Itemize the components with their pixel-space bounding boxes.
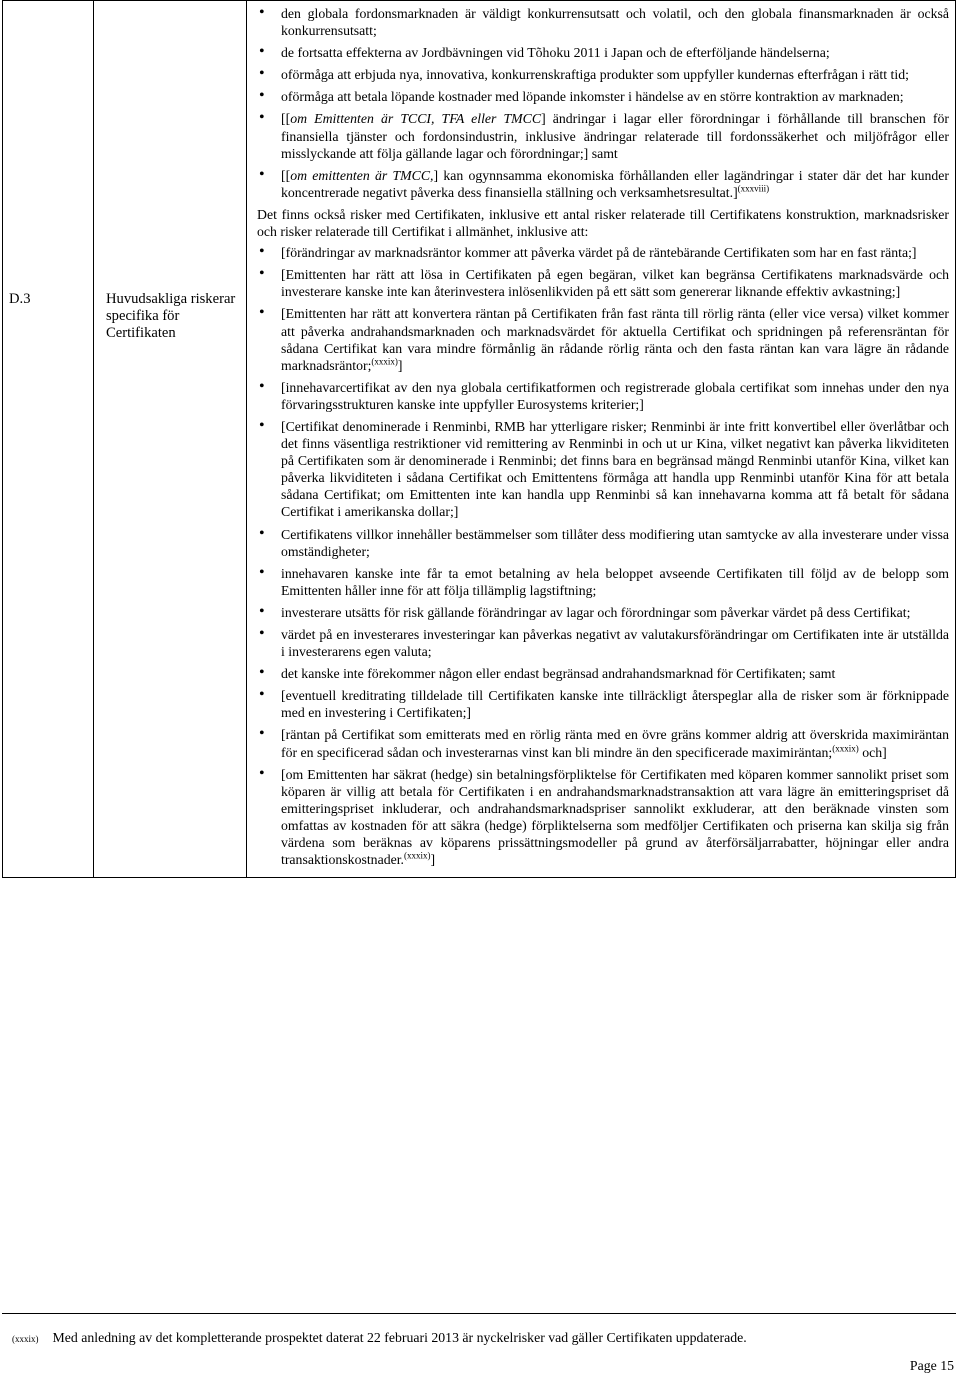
summary-table [2,0,956,878]
bracket-text: [[ [281,111,291,127]
list-item [257,766,949,869]
list-item [257,665,949,682]
list-item [257,305,949,373]
list-item-text: [Certifikat denominerade i Renminbi, RMB har ytterligare risker; Renminbi är inte fritt konvertibel eller överlåtbar och det finns väsentliga restriktioner vid remittering av Renminbi in och ut ur Kina, vilket negativt kan påverka likviditeten på Certifikaten som är denominerade i Renminbi; det finns bara en begränsad mängd Renminbi utanför Kina, vilket kan påverka likviditeten i sådana Certifikat och Emittentens förmåga att handla upp Renminbi utanför Kina för att betala sådana Certifikat; om Emittenten inte kan handla upp Renminbi så kan innehavarna komma att få betalt för sådana Certifikat i amerikanska dollar;] [281,418,949,520]
list-item [257,244,949,261]
list-item-text: [förändringar av marknadsräntor kommer att påverka värdet på de räntebärande Certifikaten som har en fast ränta;] [281,245,917,261]
list-item [257,526,949,560]
list-item [257,604,949,621]
list-item [257,110,949,161]
list-item-text: [räntan på Certifikat som emitterats med en rörlig ränta med en övre gräns kommer aldrig att överskrida maximiräntan för en specificerad sådan och investerarnas vinst kan bli mindre än den specificerade maximiräntan; [281,727,949,760]
list-item: • de fortsatta effekterna av Jordbävningen vid Tõhoku 2011 i Japan och de efterföljande händelserna; [257,44,949,61]
footnote-ref: (xxxviii) [737,183,770,194]
bracket-text: ] [430,852,436,868]
footnote-ref: (xxxix) [371,356,398,367]
risk-bullet-list [257,244,949,868]
section-content [247,1,956,878]
risks-intro: Det finns också risker med Certifikaten, inklusive ett antal risker relaterade till Certifikatens konstruktion, marknadsrisker och risker relaterade till Certifikat i allmänhet, inklusive att: [257,206,949,240]
list-item [257,379,949,413]
list-item: • den globala fordonsmarknaden är väldigt konkurrensutsatt och volatil, och den globala finansmarknaden är också konkurrensutsatt; [257,5,949,39]
page-number: Page 15 [909,1358,954,1373]
list-item: • oförmåga att erbjuda nya, innovativa, konkurrenskraftiga produkter som uppfyller kundernas efterfrågan i rätt tid; [257,66,949,83]
list-item [257,418,949,521]
bracket-text: och] [858,744,887,760]
footnote-ref: (xxxix) [832,742,859,753]
list-item [257,167,949,201]
section-title: Huvudsakliga riskerar specifika för Certifikaten [94,1,247,878]
list-item-text: innehavaren kanske inte får ta emot betalning av hela beloppet avseende Certifikaten till följd av de belopp som Emittenten håller inne för att följa tillämplig lagstiftning; [281,565,949,598]
bracket-text: ] [397,357,403,373]
top-bullet-list [257,5,949,201]
list-item-text: värdet på en investerares investeringar kan påverkas negativt av valutakursförändringar om Certifikaten inte är utställda i investerarens egen valuta; [281,627,949,660]
section-row-d3 [3,1,956,878]
risks-section [257,206,949,868]
list-item-text: [om Emittenten har säkrat (hedge) sin betalningsförpliktelse för Certifikaten med köparen kommer sannolikt priset som köparen är villig att betala för Certifikaten i en andrahandsmarknadstransaktion att vara lägre än emitteringspriset då emitteringspriset inkluderar, och andrahandsmarknadspriser sannolikt exkluderar, att den beräknade vinsten som omfattas av kostnaden för att säkra (hedge) förpliktelserna som medföljer Certifikaten och priserna kan skilja sig från värdena som beräknas av köparens prissättningsmodeller på grund av återförsäljarrabatter, höjningar eller andra transaktionskostnader. [281,766,949,868]
list-item-text: Certifikatens villkor innehåller bestämmelser som tillåter dess modifiering utan samtycke av alla investerare under vissa omständigheter; [281,526,949,559]
list-item: • oförmåga att betala löpande kostnader med löpande inkomster i händelse av en större kontraktion av marknaden; [257,88,949,105]
list-item-text: det kanske inte förekommer någon eller endast begränsad andrahandsmarknad för Certifikaten; samt [281,666,836,682]
bracket-text: [[ [281,167,291,183]
list-item [257,626,949,660]
list-item-text: ] kan ogynnsamma ekonomiska förhållanden eller lagändringar i stater där det har kunder koncentrerade negativt påverka dess finansiella ställning och verksamhetsresultat.] [281,167,949,200]
list-item [257,687,949,721]
list-item [257,266,949,300]
footnote-mark: (xxxix) [12,1334,39,1344]
section-number: D.3 [3,1,94,878]
issuer-condition: om Emittenten är TCCI, TFA eller TMCC [290,111,542,127]
footnote [12,1330,747,1346]
footnote-divider [2,1313,956,1314]
issuer-condition: om emittenten är TMCC, [290,167,434,183]
list-item-text: [Emittenten har rätt att konvertera räntan på Certifikaten från fast ränta till rörlig ränta (eller vice versa) vilket kommer att påverka andrahandsmarknaden och marknadsvärdet för aktuella Certifikat och spridningen på referensräntan för sådana Certifikat kan vara mindre förmånlig än rådande rörlig ränta och den fasta räntan kan vara lägre än rådande marknadsräntor; [281,306,949,373]
footnote-ref: (xxxix) [404,850,431,861]
list-item-text: [Emittenten har rätt att lösa in Certifikaten på egen begäran, vilket kan begränsa Certifikatens marknadsvärde och investerare kanske inte kan återinvestera inlösenlikviden på ett sätt som genererar liknande effektiv avkastning;] [281,267,949,300]
list-item [257,565,949,599]
list-item [257,726,949,760]
list-item-text: [innehavarcertifikat av den nya globala certifikatformen och registrerade globala certifikat som innehas under den nya förvaringsstrukturen kanske inte uppfyller Eurosystems kriterier;] [281,379,949,412]
list-item-text: ] ändringar i lagar eller förordningar i förhållande till branschen för finansiella tjänster och fordonsindustrin, inklusive ändringar relaterade till fordonssäkerhet och miljöfrågor eller misslyckande att följa gällande lagar och förordningar;] samt [281,111,949,161]
list-item-text: investerare utsätts för risk gällande förändringar av lagar och förordningar som påverkar värdet på dess Certifikat; [281,604,911,620]
footnote-text: Med anledning av det kompletterande prospektet daterat 22 februari 2013 är nyckelrisker vad gäller Certifikaten uppdaterade. [52,1330,747,1345]
list-item-text: [eventuell kreditrating tilldelade till Certifikaten kanske inte tillräckligt återspeglar alla de risker som är förknippade med en investering i Certifikaten;] [281,688,949,721]
